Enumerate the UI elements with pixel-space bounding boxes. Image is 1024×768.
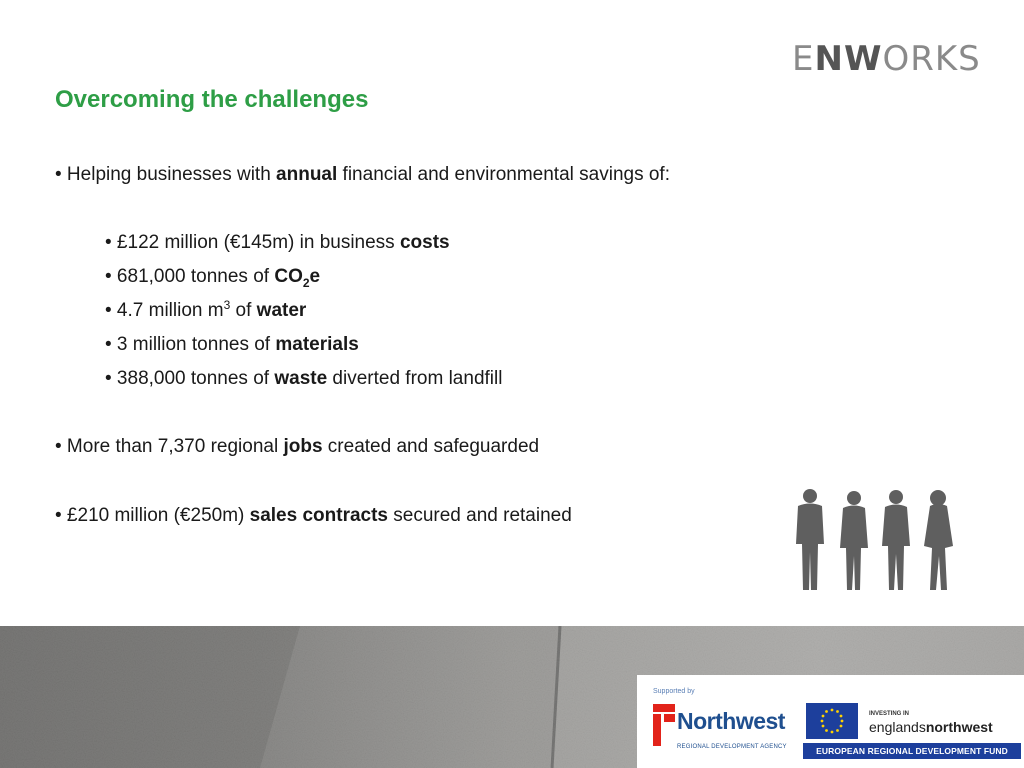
logo-part-e: E bbox=[792, 39, 815, 79]
northwest-wordmark: Northwest bbox=[677, 708, 785, 734]
sponsor-logos-panel bbox=[637, 675, 1024, 768]
bullet-water-superscript: 3 bbox=[223, 298, 231, 312]
northwest-word: northwest bbox=[925, 719, 993, 735]
supported-by-label: Supported by bbox=[653, 688, 695, 695]
bullet-co2-bold: CO bbox=[274, 266, 303, 287]
bullet-waste-bold: waste bbox=[274, 368, 328, 389]
bullet-sales-post: secured and retained bbox=[388, 505, 572, 526]
bullet-co2 bbox=[105, 265, 320, 290]
bullet-water-pre: • 4.7 million m bbox=[105, 300, 224, 321]
logo-part-nw: NW bbox=[814, 39, 883, 79]
slide-title: Overcoming the challenges bbox=[55, 86, 369, 113]
eu-flag-icon bbox=[806, 703, 858, 739]
bullet-materials-bold: materials bbox=[275, 334, 359, 355]
bullet-intro-bold: annual bbox=[276, 164, 338, 185]
people-silhouettes-icon bbox=[790, 486, 960, 592]
bullet-materials-pre: • 3 million tonnes of bbox=[105, 334, 276, 355]
englands-northwest-wordmark bbox=[869, 719, 993, 735]
bullet-costs-pre: • £122 million (€145m) in business bbox=[105, 232, 400, 253]
bullet-costs bbox=[105, 231, 450, 255]
bullet-waste bbox=[105, 367, 502, 391]
bullet-costs-bold: costs bbox=[399, 232, 450, 253]
logo-part-orks: ORKS bbox=[882, 39, 981, 79]
bullet-jobs-bold: jobs bbox=[283, 436, 323, 457]
bullet-co2-bold2: e bbox=[309, 266, 321, 287]
northwest-rda-mark-icon bbox=[653, 704, 675, 746]
bullet-sales-pre: • £210 million (€250m) bbox=[55, 505, 250, 526]
northwest-subtitle: REGIONAL DEVELOPMENT AGENCY bbox=[677, 744, 787, 750]
investing-in-label: INVESTING IN bbox=[869, 711, 910, 717]
bullet-water-mid: of bbox=[230, 300, 257, 321]
enworks-logo bbox=[792, 39, 981, 79]
bullet-water-bold: water bbox=[256, 300, 307, 321]
bullet-jobs-pre: • More than 7,370 regional bbox=[55, 436, 284, 457]
bullet-jobs bbox=[55, 435, 539, 459]
bullet-water bbox=[105, 299, 306, 324]
bullet-co2-pre: • 681,000 tonnes of bbox=[105, 266, 275, 287]
bullet-co2-subscript: 2 bbox=[302, 276, 310, 290]
bullet-intro-pre: • Helping businesses with bbox=[55, 164, 277, 185]
bullet-intro bbox=[55, 163, 670, 187]
bullet-materials bbox=[105, 333, 359, 357]
bullet-sales-bold: sales contracts bbox=[249, 505, 388, 526]
bullet-waste-post: diverted from landfill bbox=[327, 368, 503, 389]
erdf-banner: EUROPEAN REGIONAL DEVELOPMENT FUND bbox=[803, 743, 1021, 759]
englands-word: englands bbox=[869, 719, 926, 735]
bullet-sales bbox=[55, 504, 572, 528]
bullet-waste-pre: • 388,000 tonnes of bbox=[105, 368, 275, 389]
bullet-intro-post: financial and environmental savings of: bbox=[337, 164, 670, 185]
bullet-jobs-post: created and safeguarded bbox=[322, 436, 540, 457]
